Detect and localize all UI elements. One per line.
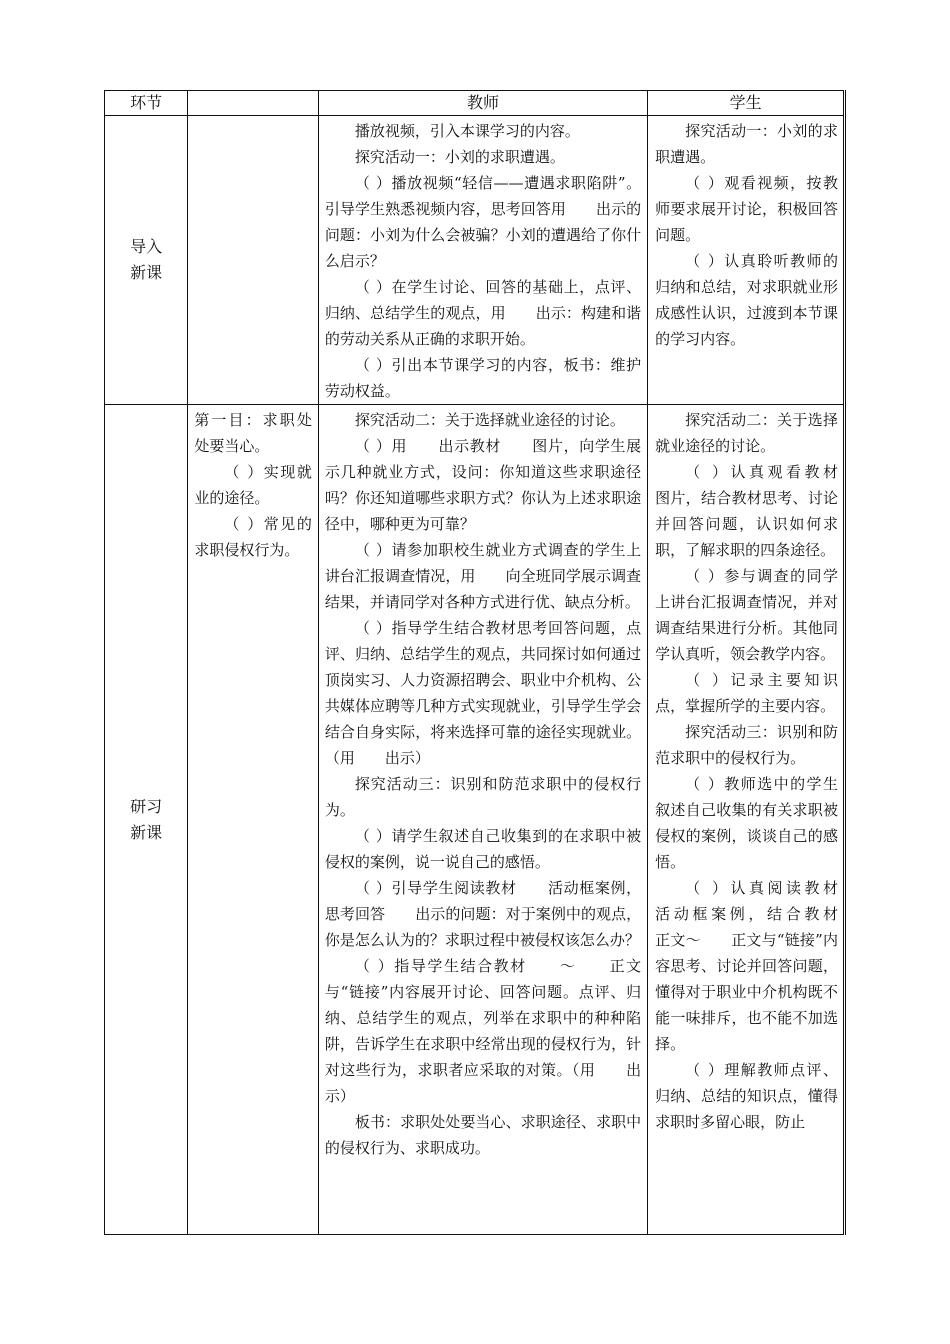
teacher-paragraph: （ ）指导学生结合教材 ～ 正文与“链接”内容展开讨论、回答问题。点评、归纳、总结学生的观点，列举在求职中的种种陷阱，告诉学生在求职中经常出现的侵权行为，针对这些行为，求职者应采取的对策。（用 出示）: [324, 957, 642, 1105]
teacher-paragraph: 板书：求职处处要当心、求职途径、求职中的侵权行为、求职成功。: [324, 1113, 642, 1157]
header-teacher: 教师: [318, 91, 647, 116]
table-header-row: [105, 91, 845, 116]
stage-cell: [105, 116, 188, 405]
teacher-paragraph: 探究活动一：小刘的求职遭遇。: [354, 148, 565, 166]
student-paragraph: （ ）记录主要知识点，掌握所学的主要内容。: [655, 671, 838, 715]
stage-label: 新课: [130, 822, 163, 842]
student-paragraph: 探究活动一：小刘的求职遭遇。: [655, 122, 838, 166]
student-paragraph: （ ）理解教师点评、归纳、总结的知识点，懂得求职时多留心眼，防止: [655, 1061, 838, 1131]
teacher-paragraph: （ ）请参加职校生就业方式调查的学生上讲台汇报调查情况，用 向全班同学展示调查结果，并请同学对各种方式进行优、缺点分析。: [324, 541, 642, 611]
table-row: [105, 405, 845, 1235]
teacher-paragraph: （ ）播放视频“轻信——遭遇求职陷阱”。引导学生熟悉视频内容，思考回答用 出示的问题：小刘为什么会被骗？小刘的遭遇给了你什么启示？: [324, 174, 642, 270]
stage-label: 研习: [130, 796, 163, 816]
content-cell: [188, 116, 319, 405]
stage-label: 导入: [130, 237, 163, 256]
header-stage: 环节: [105, 91, 188, 116]
stage-label: 新课: [130, 263, 163, 282]
header-student: 学生: [648, 91, 845, 116]
student-paragraph: （ ）认真聆听教师的归纳和总结，对求职就业形成感性认识，过渡到本节课的学习内容。: [655, 252, 838, 348]
stage-cell: [105, 405, 188, 1235]
student-cell: [648, 116, 845, 405]
teacher-cell: [318, 405, 647, 1235]
teacher-paragraph: 探究活动三：识别和防范求职中的侵权行为。: [324, 775, 642, 819]
teacher-paragraph: （ ）引导学生阅读教材 活动框案例，思考回答 出示的问题：对于案例中的观点，你是怎么认为的？求职过程中被侵权该怎么办？: [324, 879, 642, 949]
teacher-paragraph: （ ）请学生叙述自己收集到的在求职中被侵权的案例，说一说自己的感悟。: [324, 827, 642, 871]
content-paragraph: 第一目：求职处处要当心。: [194, 411, 312, 455]
student-paragraph: （ ）认真阅读教材 活动框案例，结合教材 正文～ 正文与“链接”内容思考、讨论并回答问题，懂得对于职业中介机构既不能一味排斥，也不能不加选择。: [655, 879, 869, 1053]
student-paragraph: 探究活动二：关于选择就业途径的讨论。: [655, 411, 838, 455]
teacher-paragraph: （ ）引出本节课学习的内容，板书：维护劳动权益。: [324, 356, 642, 400]
teacher-paragraph: （ ）指导学生结合教材思考回答问题，点评、归纳、总结学生的观点，共同探讨如何通过顶岗实习、人力资源招聘会、职业中介机构、公共媒体应聘等几种方式实现就业，引导学生学会结合自身实际，将来选择可靠的途径实现就业。（用 出示）: [324, 619, 642, 767]
content-cell: [188, 405, 319, 1235]
header-content: [188, 91, 319, 116]
teacher-paragraph: （ ）在学生讨论、回答的基础上，点评、归纳、总结学生的观点，用 出示：构建和谐的劳动关系从正确的求职开始。: [324, 278, 642, 348]
student-paragraph: 探究活动三：识别和防范求职中的侵权行为。: [655, 723, 838, 767]
student-paragraph: （ ）参与调查的同学上讲台汇报调查情况，并对调查结果进行分析。其他同学认真听，领会教学内容。: [655, 567, 838, 663]
teacher-paragraph: （ ）用 出示教材 图片，向学生展示几种就业方式，设问：你知道这些求职途径吗？你还知道哪些求职方式？你认为上述求职途径中，哪种更为可靠？: [324, 437, 642, 533]
student-paragraph: （ ）认真观看教材 图片，结合教材思考、讨论并回答问题，认识如何求职，了解求职的四条途径。: [655, 463, 869, 559]
student-paragraph: （ ）观看视频，按教师要求展开讨论，积极回答问题。: [655, 174, 838, 244]
teacher-paragraph: 探究活动二：关于选择就业途径的讨论。: [354, 411, 625, 429]
content-paragraph: （ ）实现就业的途径。: [194, 463, 312, 507]
content-paragraph: （ ）常见的求职侵权行为。: [194, 515, 312, 559]
lesson-plan-table: [104, 90, 869, 1235]
student-cell: [648, 405, 869, 1235]
student-paragraph: （ ）教师选中的学生叙述自己收集的有关求职被侵权的案例，谈谈自己的感悟。: [655, 775, 838, 871]
teacher-cell: [318, 116, 647, 405]
table-row: [105, 116, 845, 405]
teacher-paragraph: 播放视频，引入本课学习的内容。: [354, 122, 580, 140]
